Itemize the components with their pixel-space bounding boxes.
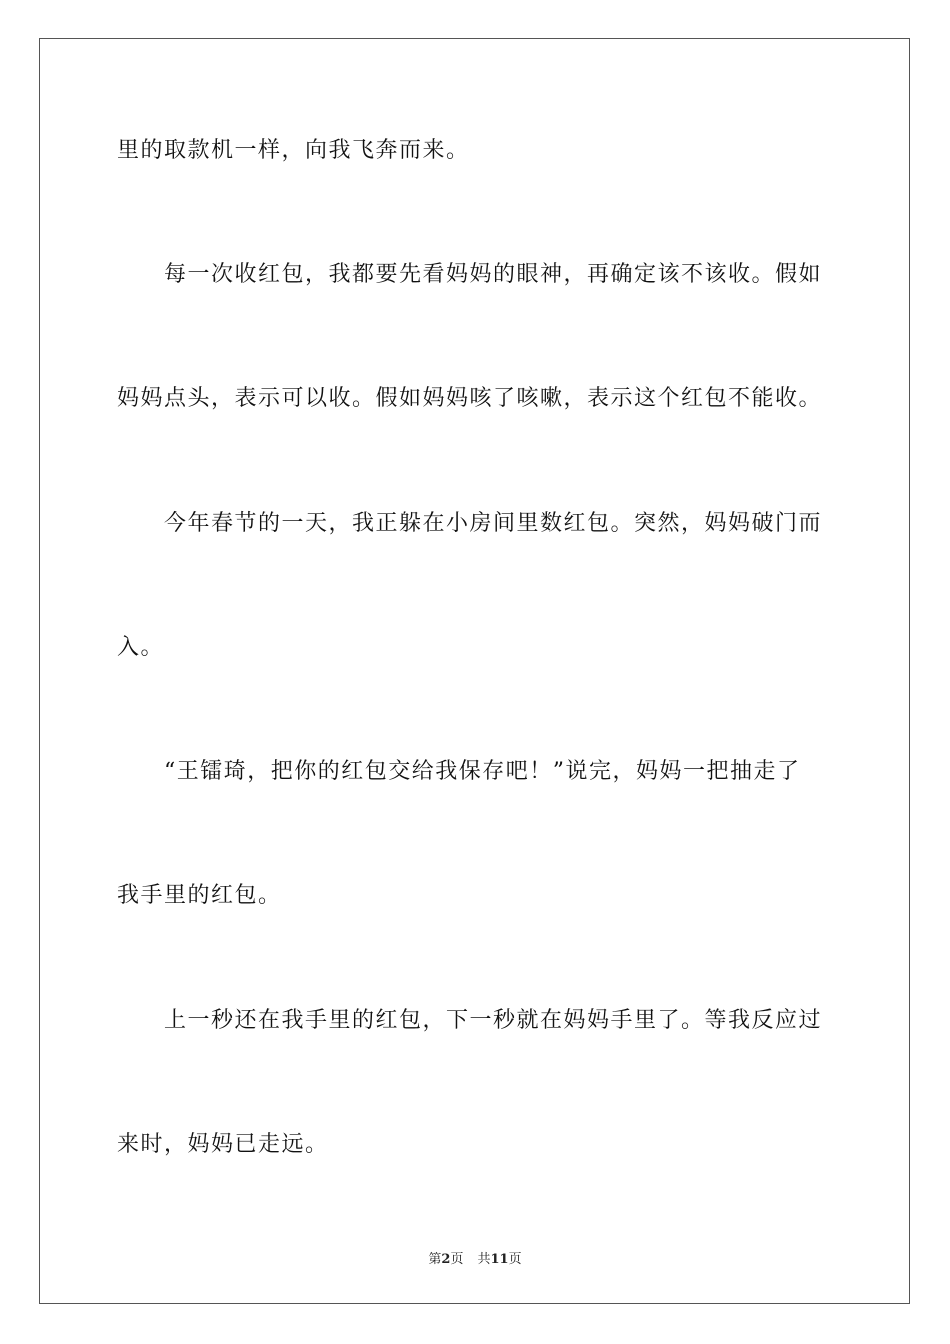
text-line: 妈妈点头，表示可以收。假如妈妈咳了咳嗽，表示这个红包不能收。 — [117, 386, 823, 411]
text-line: 里的取款机一样，向我飞奔而来。 — [117, 138, 470, 163]
total-suffix: 页 — [508, 1252, 522, 1267]
text-line: 每一次收红包，我都要先看妈妈的眼神，再确定该不该收。假如 — [117, 262, 823, 287]
page-prefix: 第 — [428, 1252, 442, 1267]
page-footer — [0, 1248, 950, 1267]
total-prefix: 共 — [477, 1252, 491, 1267]
page-border — [39, 38, 910, 1304]
total-pages: 11 — [490, 1252, 509, 1267]
text-line: 入。 — [117, 635, 165, 660]
page-suffix: 页 — [450, 1252, 464, 1267]
text-line: 今年春节的一天，我正躲在小房间里数红包。突然，妈妈破门而 — [117, 511, 823, 536]
page-number: 2 — [441, 1252, 451, 1267]
text-line: 来时，妈妈已走远。 — [117, 1132, 329, 1157]
text-line: “王镭琦，把你的红包交给我保存吧！”说完，妈妈一把抽走了 — [117, 759, 801, 784]
text-line: 我手里的红包。 — [117, 883, 282, 908]
text-line: 上一秒还在我手里的红包，下一秒就在妈妈手里了。等我反应过 — [117, 1008, 823, 1033]
